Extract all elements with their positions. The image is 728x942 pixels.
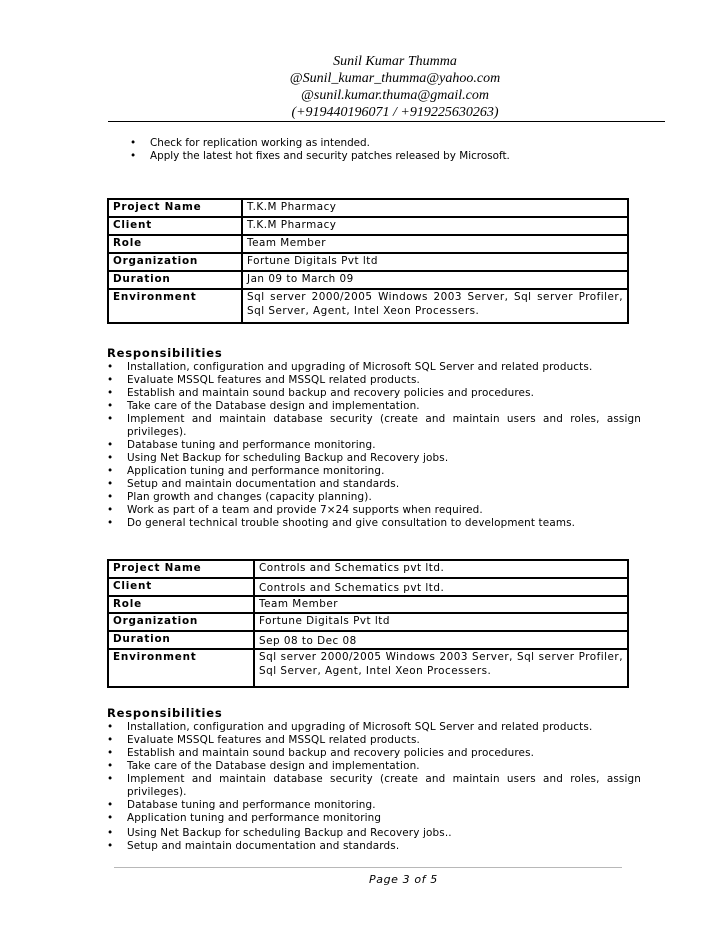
bullet-icon: • xyxy=(107,491,114,503)
list-item: • Using Net Backup for scheduling Backup and Recovery jobs.. xyxy=(107,827,452,839)
list-item: • Implement and maintain database security (create and maintain users and roles, assign privileges). xyxy=(107,773,641,798)
table-row xyxy=(108,235,628,253)
header-divider xyxy=(108,121,665,122)
list-item: • Establish and maintain sound backup and recovery policies and procedures. xyxy=(107,747,535,759)
bullet-icon: • xyxy=(107,361,114,373)
bullet-icon: • xyxy=(107,478,114,490)
project-name-value: Controls and Schematics pvt ltd. xyxy=(254,560,628,578)
bullet-icon: • xyxy=(107,747,114,759)
page-number: Page 3 of 5 xyxy=(369,873,438,886)
list-item: • Establish and maintain sound backup and recovery policies and procedures. xyxy=(107,387,535,399)
project-details-table-2 xyxy=(107,559,629,688)
table-row xyxy=(108,289,628,323)
list-item: • Take care of the Database design and implementation. xyxy=(107,400,420,412)
role-label: Role xyxy=(108,596,254,613)
bullet-icon: • xyxy=(107,773,114,785)
bullet-icon: • xyxy=(107,400,114,412)
duration-label: Duration xyxy=(108,271,242,289)
bullet-icon: • xyxy=(107,452,114,464)
role-label: Role xyxy=(108,235,242,253)
table-row xyxy=(108,596,628,613)
bullet-icon: • xyxy=(107,387,114,399)
list-item: • Take care of the Database design and implementation. xyxy=(107,760,420,772)
resume-header xyxy=(230,53,560,121)
organization-value: Fortune Digitals Pvt ltd xyxy=(242,253,628,271)
table-row xyxy=(108,631,628,649)
list-item: • Implement and maintain database security (create and maintain users and roles, assign privileges). xyxy=(107,413,641,438)
bullet-icon: • xyxy=(107,439,114,451)
bullet-icon: • xyxy=(130,137,137,149)
list-item: • Application tuning and performance monitoring. xyxy=(107,465,385,477)
duration-value: Sep 08 to Dec 08 xyxy=(254,631,628,649)
list-item: • Work as part of a team and provide 7×24 supports when required. xyxy=(107,504,483,516)
organization-label: Organization xyxy=(108,253,242,271)
client-label: Client xyxy=(108,217,242,235)
email-secondary: @sunil.kumar.thuma@gmail.com xyxy=(301,88,489,103)
list-item: • Installation, configuration and upgrading of Microsoft SQL Server and related products. xyxy=(107,721,593,733)
bullet-icon: • xyxy=(107,760,114,772)
list-item: • Database tuning and performance monitoring. xyxy=(107,799,376,811)
list-item: • Installation, configuration and upgrading of Microsoft SQL Server and related products. xyxy=(107,361,593,373)
list-item: • Do general technical trouble shooting and give consultation to development teams. xyxy=(107,517,576,529)
table-row xyxy=(108,560,628,578)
table-row xyxy=(108,253,628,271)
footer-divider xyxy=(114,867,622,868)
environment-value: Sql server 2000/2005 Windows 2003 Server, Sql server Profiler, Sql Server, Agent, Intel Xeon Processers. xyxy=(242,289,628,323)
list-item: • Evaluate MSSQL features and MSSQL related products. xyxy=(107,374,421,386)
responsibilities-heading-2: Responsibilities xyxy=(107,706,223,720)
bullet-icon: • xyxy=(107,812,114,824)
list-item: • Setup and maintain documentation and standards. xyxy=(107,840,400,852)
project-name-label: Project Name xyxy=(113,562,202,574)
list-item: • Setup and maintain documentation and standards. xyxy=(107,478,400,490)
list-item: • Apply the latest hot fixes and security patches released by Microsoft. xyxy=(130,150,510,162)
role-value: Team Member xyxy=(242,235,628,253)
responsibilities-heading: Responsibilities xyxy=(107,346,223,360)
table-row xyxy=(108,271,628,289)
list-item: • Using Net Backup for scheduling Backup and Recovery jobs. xyxy=(107,452,449,464)
environment-label: Environment xyxy=(108,289,242,323)
intro-bullet-list xyxy=(130,137,610,163)
organization-value: Fortune Digitals Pvt ltd xyxy=(254,613,628,631)
bullet-icon: • xyxy=(107,721,114,733)
list-item: • Evaluate MSSQL features and MSSQL related products. xyxy=(107,734,421,746)
bullet-icon: • xyxy=(107,413,114,425)
bullet-icon: • xyxy=(107,840,114,852)
duration-label: Duration xyxy=(108,631,254,649)
bullet-icon: • xyxy=(130,150,137,162)
bullet-icon: • xyxy=(107,517,114,529)
table-row xyxy=(108,613,628,631)
candidate-name: Sunil Kumar Thumma xyxy=(333,54,457,69)
environment-label: Environment xyxy=(108,649,254,687)
bullet-icon: • xyxy=(107,827,114,839)
table-row xyxy=(108,199,628,217)
environment-value: Sql server 2000/2005 Windows 2003 Server, Sql server Profiler, Sql Server, Agent, Intel Xeon Processers. xyxy=(254,649,628,687)
email-primary: @Sunil_kumar_thumma@yahoo.com xyxy=(289,71,501,86)
table-row xyxy=(108,649,628,687)
organization-label: Organization xyxy=(108,613,254,631)
bullet-icon: • xyxy=(107,465,114,477)
bullet-icon: • xyxy=(107,799,114,811)
list-item: • Application tuning and performance monitoring xyxy=(107,812,382,824)
table-row xyxy=(108,217,628,235)
project-details-table xyxy=(107,198,629,324)
bullet-icon: • xyxy=(107,374,114,386)
duration-value: Jan 09 to March 09 xyxy=(242,271,628,289)
client-value: T.K.M Pharmacy xyxy=(242,217,628,235)
list-item: • Check for replication working as intended. xyxy=(130,137,370,149)
project-name-value: T.K.M Pharmacy xyxy=(242,199,628,217)
responsibilities-list-2 xyxy=(107,721,641,853)
client-value: Controls and Schematics pvt ltd. xyxy=(254,578,628,596)
project-name-label: Project Name xyxy=(113,201,202,213)
phone-numbers: (+919440196071 / +919225630263) xyxy=(291,105,499,120)
table-row xyxy=(108,578,628,596)
list-item: • Plan growth and changes (capacity planning). xyxy=(107,491,372,503)
bullet-icon: • xyxy=(107,504,114,516)
role-value: Team Member xyxy=(254,596,628,613)
client-label: Client xyxy=(108,578,254,596)
list-item: • Database tuning and performance monitoring. xyxy=(107,439,376,451)
bullet-icon: • xyxy=(107,734,114,746)
responsibilities-list xyxy=(107,361,641,530)
